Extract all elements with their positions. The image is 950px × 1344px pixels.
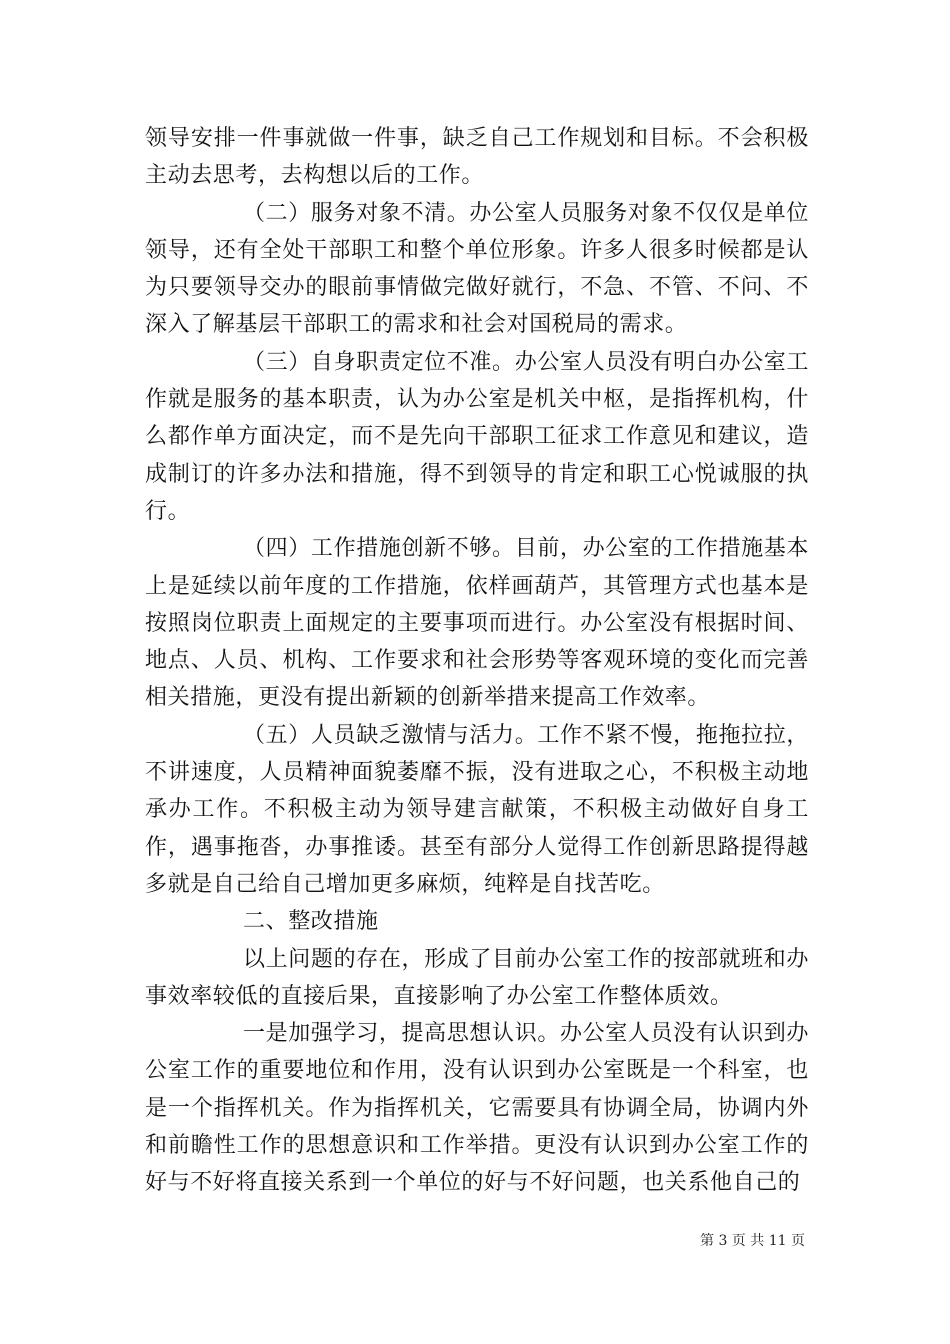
page-number-footer: 第 3 页 共 11 页 bbox=[700, 1233, 805, 1249]
paragraph-continuation: 领导安排一件事就做一件事，缺乏自己工作规划和目标。不会积极主动去思考，去构想以后的工作。 bbox=[145, 126, 809, 189]
paragraph-service-target: （二）服务对象不清。办公室人员服务对象不仅仅是单位领导，还有全处干部职工和整个单位形象。许多人很多时候都是认为只要领导交办的眼前事情做完做好就行，不急、不管、不问、不深入了解基层干部职工的需求和社会对国税局的需求。 bbox=[145, 200, 809, 338]
document-body bbox=[145, 120, 809, 1202]
paragraph-role-positioning: （三）自身职责定位不准。办公室人员没有明白办公室工作就是服务的基本职责，认为办公室是机关中枢，是指挥机构，什么都作单方面决定，而不是先向干部职工征求工作意见和建议，造成制订的许多办法和措施，得不到领导的肯定和职工心悦诚服的执行。 bbox=[145, 349, 809, 524]
paragraph-staff-motivation: （五）人员缺乏激情与活力。工作不紧不慢，拖拖拉拉，不讲速度，人员精神面貌萎靡不振，没有进取之心，不积极主动地承办工作。不积极主动为领导建言献策，不积极主动做好自身工作，遇事拖沓，办事推诿。甚至有部分人觉得工作创新思路提得越多就是自己给自己增加更多麻烦，纯粹是自找苦吃。 bbox=[145, 722, 809, 897]
section-heading-measures: 二、整改措施 bbox=[243, 909, 379, 935]
paragraph-innovation: （四）工作措施创新不够。目前，办公室的工作措施基本上是延续以前年度的工作措施，依样画葫芦，其管理方式也基本是按照岗位职责上面规定的主要事项而进行。办公室没有根据时间、地点、人员、机构、工作要求和社会形势等客观环境的变化而完善相关措施，更没有提出新颖的创新举措来提高工作效率。 bbox=[145, 536, 809, 711]
paragraph-study: 一是加强学习，提高思想认识。办公室人员没有认识到办公室工作的重要地位和作用，没有认识到办公室既是一个科室，也是一个指挥机关。作为指挥机关，它需要具有协调全局，协调内外和前瞻性工作的思想意识和工作举措。更没有认识到办公室工作的好与不好将直接关系到一个单位的好与不好问题，也关系他自己的 bbox=[145, 1021, 809, 1196]
paragraph-summary: 以上问题的存在，形成了目前办公室工作的按部就班和办事效率较低的直接后果，直接影响了办公室工作整体质效。 bbox=[145, 946, 809, 1009]
